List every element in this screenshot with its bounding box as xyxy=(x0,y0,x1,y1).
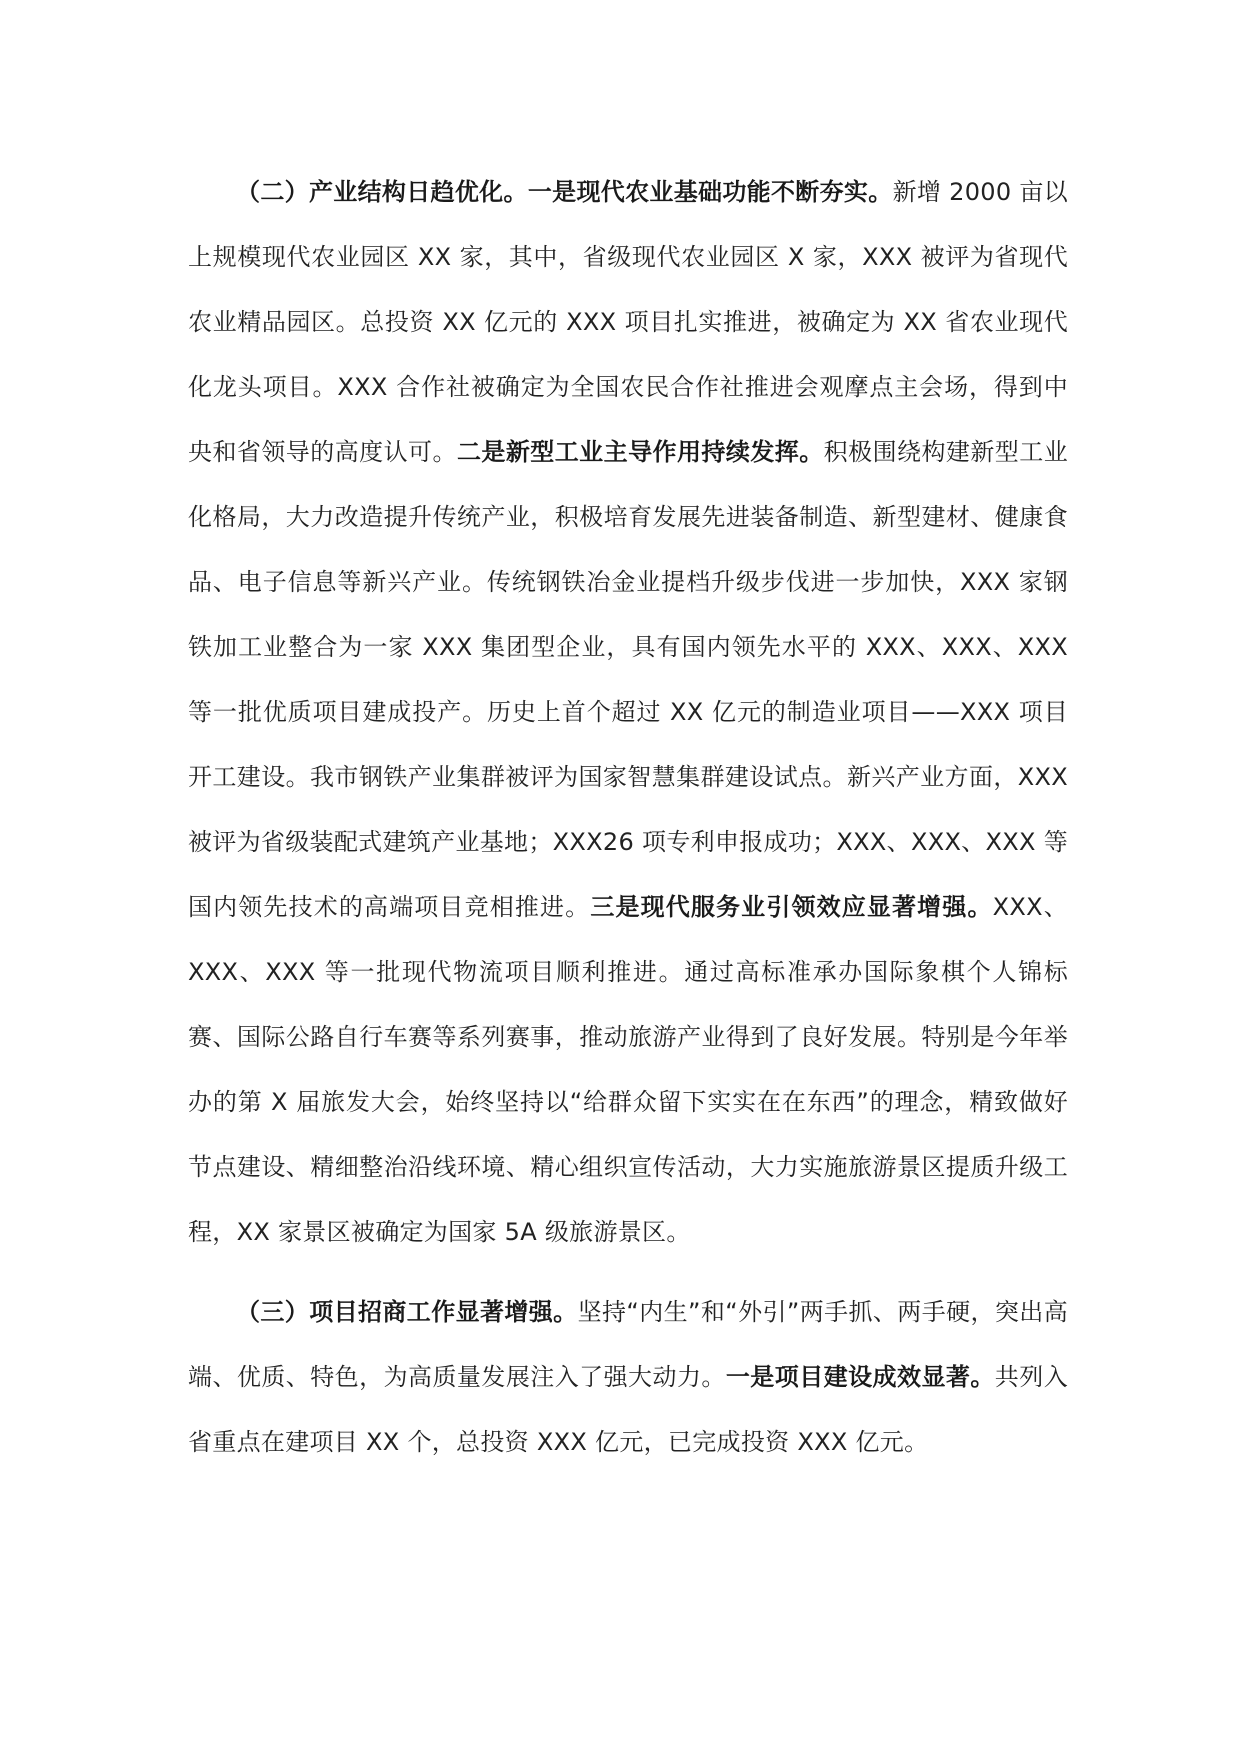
text-project-investment-intro: 坚持“内生”和“外引”两手抓、两手硬，突出高端、优质、特色，为高质量发展注入了强大动力。 xyxy=(188,1298,1068,1391)
section-heading-project-investment: （三）项目招商工作显著增强。 xyxy=(236,1298,578,1326)
text-project-construction: 共列入省重点在建项目 XX 个，总投资 XXX 亿元，已完成投资 XXX 亿元。 xyxy=(188,1363,1068,1456)
text-modern-services: XXX、XXX、XXX 等一批现代物流项目顺利推进。通过高标准承办国际象棋个人锦标赛、国际公路自行车赛等系列赛事，推动旅游产业得到了良好发展。特别是今年举办的第 X 届旅发大会，始终坚持以“给群众留下实实在在东西”的理念，精致做好节点建设、精细整治沿线环境、精心组织宣传活动，大力实施旅游景区提质升级工程，XX 家景区被确定为国家 5A 级旅游景区。 xyxy=(188,893,1068,1246)
point-heading-modern-agriculture: 一是现代农业基础功能不断夯实。 xyxy=(527,178,893,206)
document-body xyxy=(188,160,1068,1475)
text-modern-agriculture: 新增 2000 亩以上规模现代农业园区 XX 家，其中，省级现代农业园区 X 家，XXX 被评为省现代农业精品园区。总投资 XX 亿元的 XXX 项目扎实推进，被确定为 XX 省农业现代化龙头项目。XXX 合作社被确定为全国农民合作社推进会观摩点主会场，得到中央和省领导的高度认可。 xyxy=(188,178,1068,466)
text-new-industry: 积极围绕构建新型工业化格局，大力改造提升传统产业，积极培育发展先进装备制造、新型建材、健康食品、电子信息等新兴产业。传统钢铁冶金业提档升级步伐进一步加快，XXX 家钢铁加工业整合为一家 XXX 集团型企业，具有国内领先水平的 XXX、XXX、XXX 等一批优质项目建成投产。历史上首个超过 XX 亿元的制造业项目——XXX 项目开工建设。我市钢铁产业集群被评为国家智慧集群建设试点。新兴产业方面，XXX 被评为省级装配式建筑产业基地；XXX26 项专利申报成功；XXX、XXX、XXX 等国内领先技术的高端项目竞相推进。 xyxy=(188,438,1069,921)
point-heading-modern-services: 三是现代服务业引领效应显著增强。 xyxy=(590,893,993,921)
point-heading-new-industry: 二是新型工业主导作用持续发挥。 xyxy=(456,438,824,466)
point-heading-project-construction: 一是项目建设成效显著。 xyxy=(725,1363,995,1391)
paragraph-industry-structure xyxy=(188,160,1068,1265)
paragraph-project-investment xyxy=(188,1280,1068,1475)
section-heading-industry-structure: （二）产业结构日趋优化。 xyxy=(236,178,528,206)
